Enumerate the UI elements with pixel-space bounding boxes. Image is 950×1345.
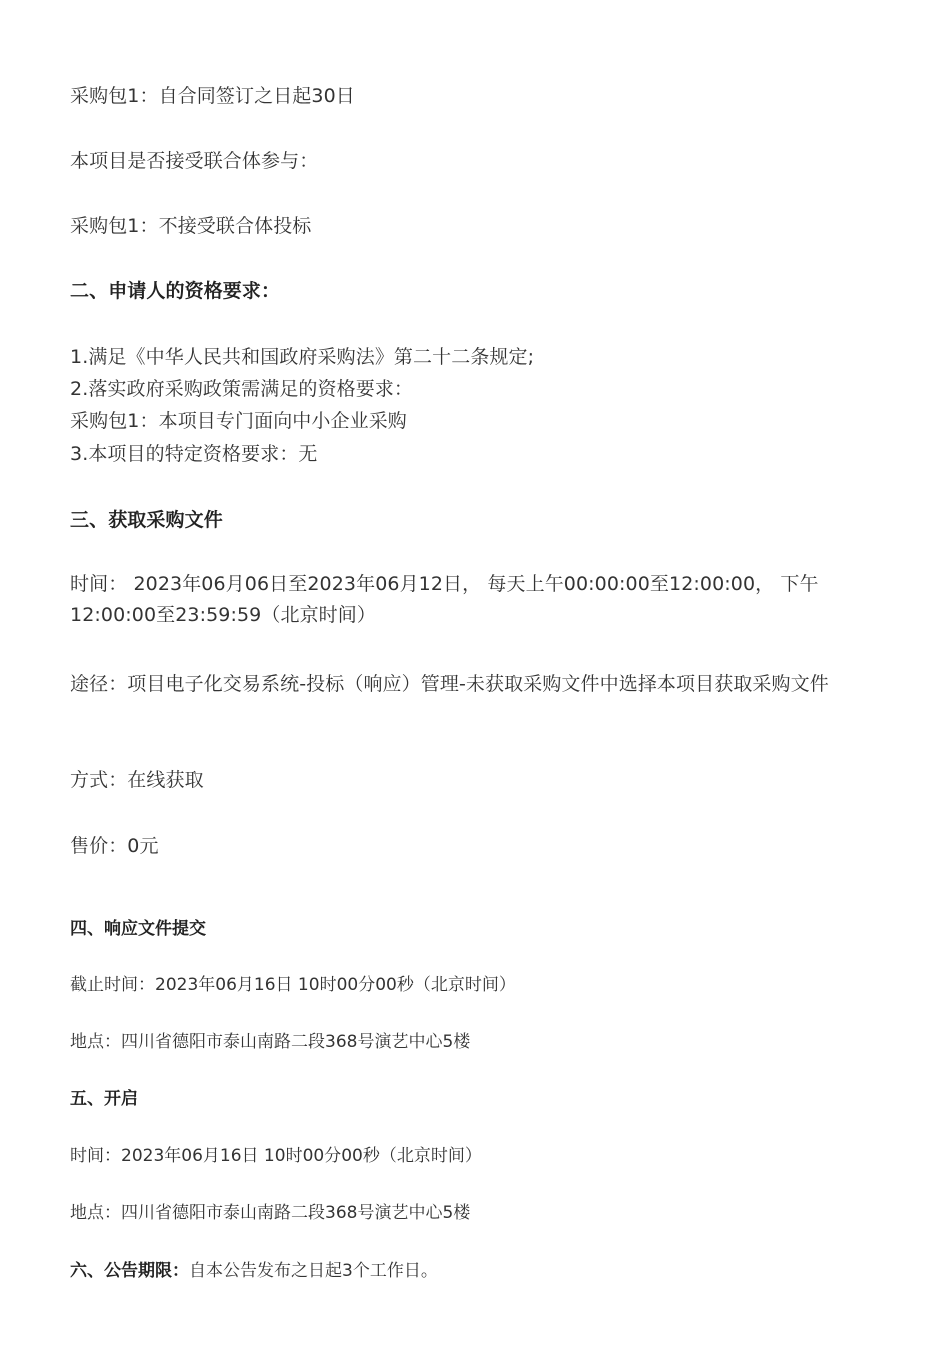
qualification-item-1: 1.满足《中华人民共和国政府采购法》第二十二条规定; bbox=[70, 346, 535, 368]
consortium-question: 本项目是否接受联合体参与： bbox=[70, 150, 319, 172]
opening-time: 时间：2023年06月16日 10时00分00秒（北京时间） bbox=[70, 1146, 482, 1166]
section2-title: 二、申请人的资格要求： bbox=[70, 280, 281, 302]
contract-period: 采购包1：自合同签订之日起30日 bbox=[70, 85, 355, 107]
notice-period bbox=[70, 1256, 438, 1286]
qualification-item-2: 2.落实政府采购政策需满足的资格要求： bbox=[70, 378, 414, 400]
section3-title: 三、获取采购文件 bbox=[70, 509, 223, 531]
acquire-price: 售价：0元 bbox=[70, 835, 159, 857]
submission-deadline: 截止时间：2023年06月16日 10时00分00秒（北京时间） bbox=[70, 975, 516, 995]
qualification-item-2-detail: 采购包1：本项目专门面向中小企业采购 bbox=[70, 410, 407, 432]
submission-location: 地点：四川省德阳市泰山南路二段368号演艺中心5楼 bbox=[70, 1032, 471, 1052]
consortium-answer: 采购包1：不接受联合体投标 bbox=[70, 215, 312, 237]
qualification-item-3: 3.本项目的特定资格要求：无 bbox=[70, 443, 318, 465]
acquire-method: 方式：在线获取 bbox=[70, 769, 204, 791]
section4-title: 四、响应文件提交 bbox=[70, 919, 206, 939]
opening-location: 地点：四川省德阳市泰山南路二段368号演艺中心5楼 bbox=[70, 1203, 471, 1223]
acquire-route: 途径：项目电子化交易系统-投标（响应）管理-未获取采购文件中选择本项目获取采购文件 bbox=[70, 673, 829, 695]
section6-title: 六、公告期限： bbox=[70, 1261, 189, 1281]
section5-title: 五、开启 bbox=[70, 1089, 138, 1109]
notice-period-text: 自本公告发布之日起3个工作日。 bbox=[189, 1261, 438, 1281]
acquire-time: 时间： 2023年06月06日至2023年06月12日， 每天上午00:00:00至12:00:00， 下午12:00:00至23:59:59（北京时间） bbox=[70, 573, 819, 626]
